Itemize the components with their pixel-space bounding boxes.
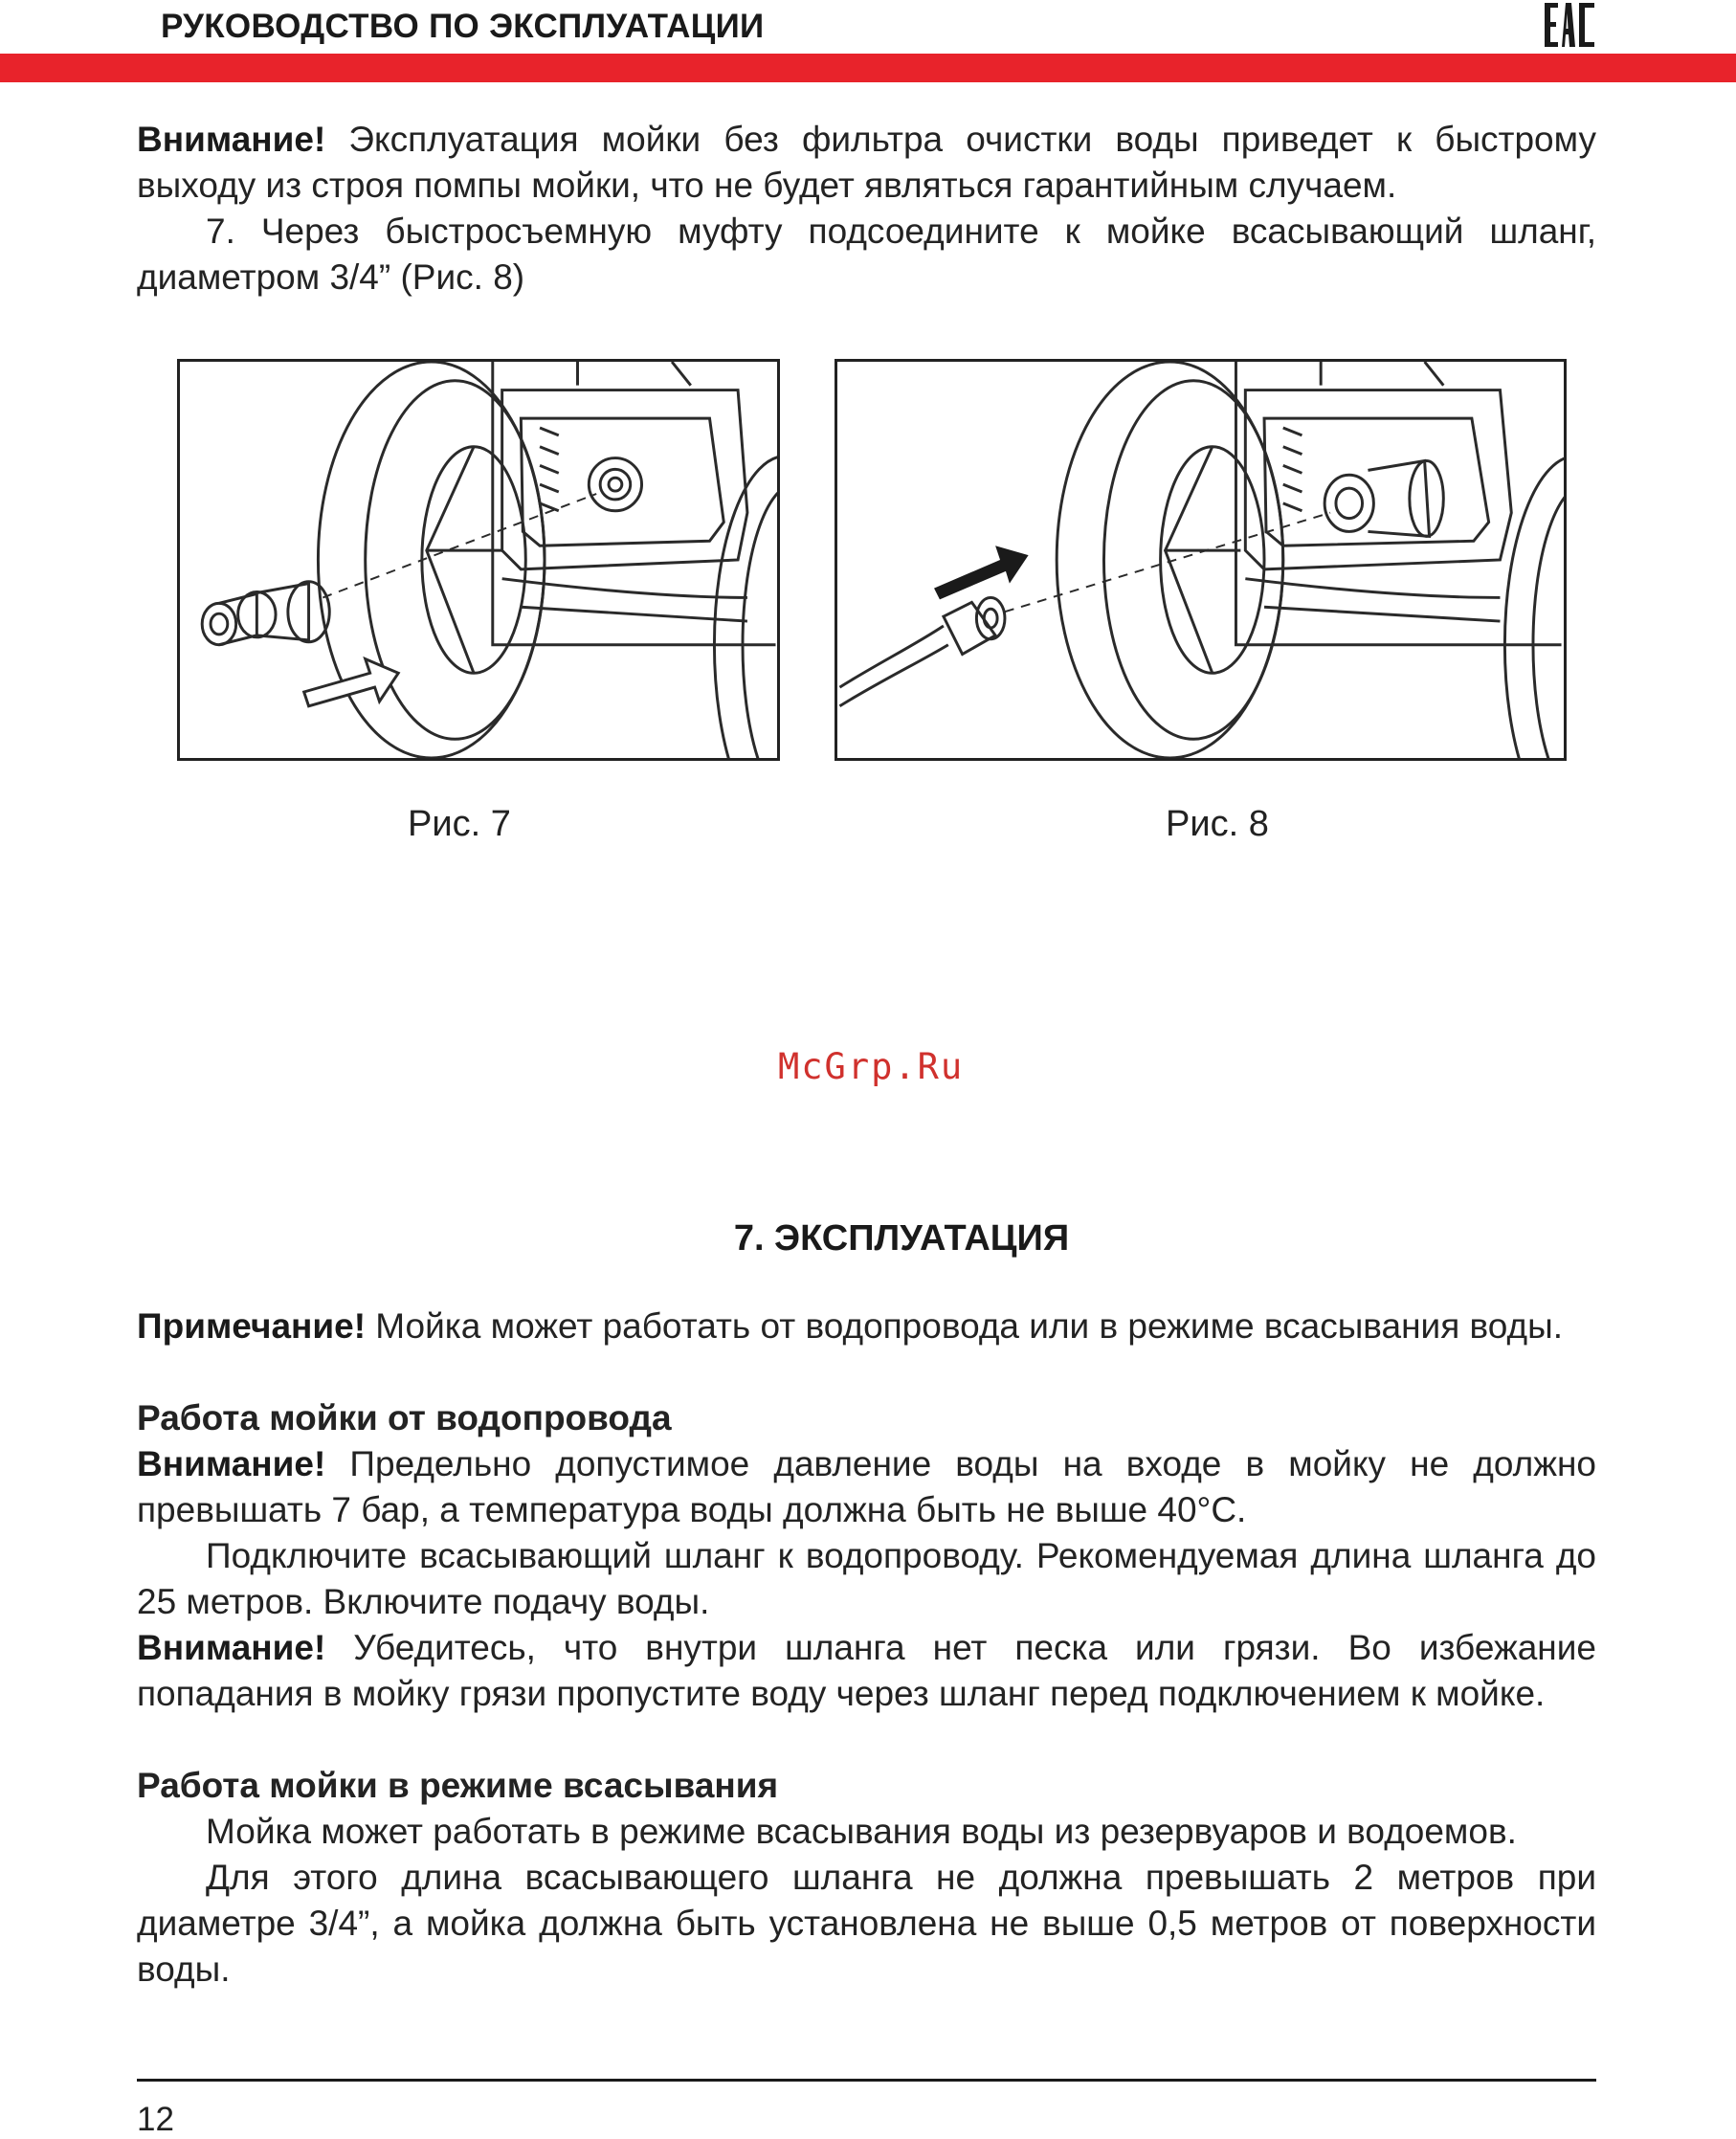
- warning-label: Внимание!: [137, 1628, 326, 1667]
- connect-hose-paragraph: Подключите всасывающий шланг к водопроводу. Рекомендуемая длина шланга до 25 метров. Включите подачу воды.: [137, 1536, 1596, 1621]
- subheading-suction-mode: Работа мойки в режиме всасывания: [137, 1766, 779, 1805]
- figure-7-image: [177, 359, 780, 761]
- section-body: [137, 1303, 1596, 1993]
- warning-pressure: [137, 1441, 1596, 1533]
- quick-coupling-illustration: [180, 362, 777, 758]
- warning-dirt: [137, 1625, 1596, 1717]
- footer-rule: [137, 2079, 1596, 2082]
- hose-connection-illustration: [837, 362, 1564, 758]
- figure-7-caption: Рис. 7: [408, 804, 511, 844]
- note-paragraph: [137, 1303, 1596, 1349]
- header-title: РУКОВОДСТВО ПО ЭКСПЛУАТАЦИИ: [161, 8, 765, 45]
- step-7-text: 7. Через быстросъемную муфту подсоедините к мойке всасывающий шланг, диаметром 3/4” (Рис. 8): [137, 212, 1596, 297]
- intro-text: [137, 117, 1596, 301]
- warning-text: Предельно допустимое давление воды на входе в мойку не должно превышать 7 бар, а температура воды должна быть не выше 40°С.: [137, 1444, 1596, 1529]
- watermark-text: McGrp.Ru: [778, 1046, 965, 1087]
- note-label: Примечание!: [137, 1306, 367, 1346]
- page-number: 12: [137, 2101, 174, 2138]
- warning-label: Внимание!: [137, 1444, 326, 1483]
- suction-paragraph-1: Мойка может работать в режиме всасывания воды из резервуаров и водоемов.: [206, 1812, 1517, 1851]
- note-text: Мойка может работать от водопровода или в режиме всасывания воды.: [366, 1306, 1564, 1346]
- eac-certification-icon: [1543, 0, 1596, 50]
- figure-8-caption: Рис. 8: [1166, 804, 1269, 844]
- warning-text: Убедитесь, что внутри шланга нет песка или грязи. Во избежание попадания в мойку грязи пропустите воду через шланг перед подключением к мойке.: [137, 1628, 1596, 1713]
- warning-text: Эксплуатация мойки без фильтра очистки воды приведет к быстрому выходу из строя помпы мойки, что не будет являться гарантийным случаем.: [137, 120, 1596, 205]
- figure-8-image: [835, 359, 1567, 761]
- section-title: 7. ЭКСПЛУАТАЦИЯ: [733, 1218, 1070, 1259]
- warning-label: Внимание!: [137, 120, 326, 159]
- suction-paragraph-2: Для этого длина всасывающего шланга не должна превышать 2 метров при диаметре 3/4”, а мойка должна быть установлена не выше 0,5 метров от поверхности воды.: [137, 1858, 1596, 1989]
- subheading-water-supply: Работа мойки от водопровода: [137, 1398, 672, 1437]
- header-red-band: [0, 54, 1736, 82]
- intro-warning: [137, 117, 1596, 209]
